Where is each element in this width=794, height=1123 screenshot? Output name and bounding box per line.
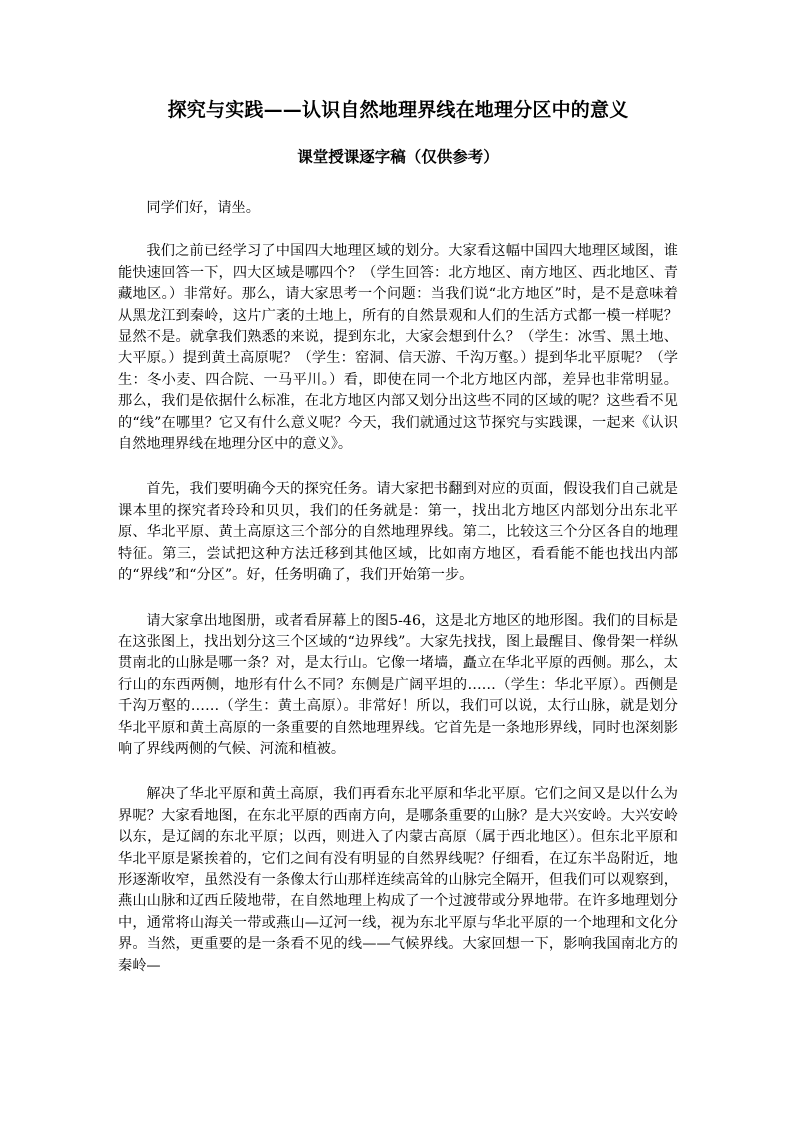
paragraph-introduction: 我们之前已经学习了中国四大地理区域的划分。大家看这幅中国四大地理区域图，谁能快速回答一下，四大区域是哪四个？（学生回答：北方地区、南方地区、西北地区、青藏地区。）非常好。那么，请大家思考一个问题：当我们说“北方地区”时，是不是意味着从黑龙江到秦岭，这片广袤的土地上，所有的自然景观和人们的生活方式都一模一样呢？显然不是。就拿我们熟悉的来说，提到东北，大家会想到什么？（学生：冰雪、黑土地、大平原。）提到黄土高原呢？（学生：窑洞、信天游、千沟万壑。）提到华北平原呢？（学生：冬小麦、四合院、一马平川。）看，即使在同一个北方地区内部，差异也非常明显。那么，我们是依据什么标准，在北方地区内部又划分出这些不同的区域的呢？这些看不见的“线”在哪里？它又有什么意义呢？今天，我们就通过这节探究与实践课，一起来《认识自然地理界线在地理分区中的意义》。 bbox=[118, 243, 678, 453]
document-page bbox=[118, 98, 678, 977]
paragraph-taihang: 请大家拿出地图册，或者看屏幕上的图5-46，这是北方地区的地形图。我们的目标是在这张图上，找出划分这三个区域的“边界线”。大家先找找，图上最醒目、像骨架一样纵贯南北的山脉是哪一条？对，是太行山。它像一堵墙，矗立在华北平原的西侧。那么，太行山的东西两侧，地形有什么不同？东侧是广阔平坦的……（学生：华北平原）。西侧是千沟万壑的……（学生：黄土高原）。非常好！所以，我们可以说，太行山脉，就是划分华北平原和黄土高原的一条重要的自然地理界线。它首先是一条地形界线，同时也深刻影响了界线两侧的气候、河流和植被。 bbox=[118, 612, 678, 757]
document-title: 探究与实践——认识自然地理界线在地理分区中的意义 bbox=[167, 99, 629, 121]
paragraph-task: 首先，我们要明确今天的探究任务。请大家把书翻到对应的页面，假设我们自己就是课本里的探究者玲玲和贝贝，我们的任务就是：第一，找出北方地区内部划分出东北平原、华北平原、黄土高原这三个部分的自然地理界线。第二，比较这三个分区各自的地理特征。第三，尝试把这种方法迁移到其他区域，比如南方地区，看看能不能也找出内部的“界线”和“分区”。好，任务明确了，我们开始第一步。 bbox=[118, 481, 678, 584]
document-subtitle: 课堂授课逐字稿（仅供参考） bbox=[297, 147, 499, 166]
paragraph-northeast: 解决了华北平原和黄土高原，我们再看东北平原和华北平原。它们之间又是以什么为界呢？大家看地图，在东北平原的西南方向，是哪条重要的山脉？是大兴安岭。大兴安岭以东，是辽阔的东北平原；以西，则进入了内蒙古高原（属于西北地区）。但东北平原和华北平原是紧挨着的，它们之间有没有明显的自然界线呢？仔细看，在辽东半岛附近，地形逐渐收窄，虽然没有一条像太行山那样连续高耸的山脉完全隔开，但我们可以观察到，燕山山脉和辽西丘陵地带，在自然地理上构成了一个过渡带或分界地带。在许多地理划分中，通常将山海关一带或燕山—辽河一线，视为东北平原与华北平原的一个地理和文化分界。当然，更重要的是一条看不见的线——气候界线。大家回想一下，影响我国南北方的秦岭— bbox=[118, 786, 678, 974]
paragraph-greeting: 同学们好，请坐。 bbox=[146, 200, 260, 216]
